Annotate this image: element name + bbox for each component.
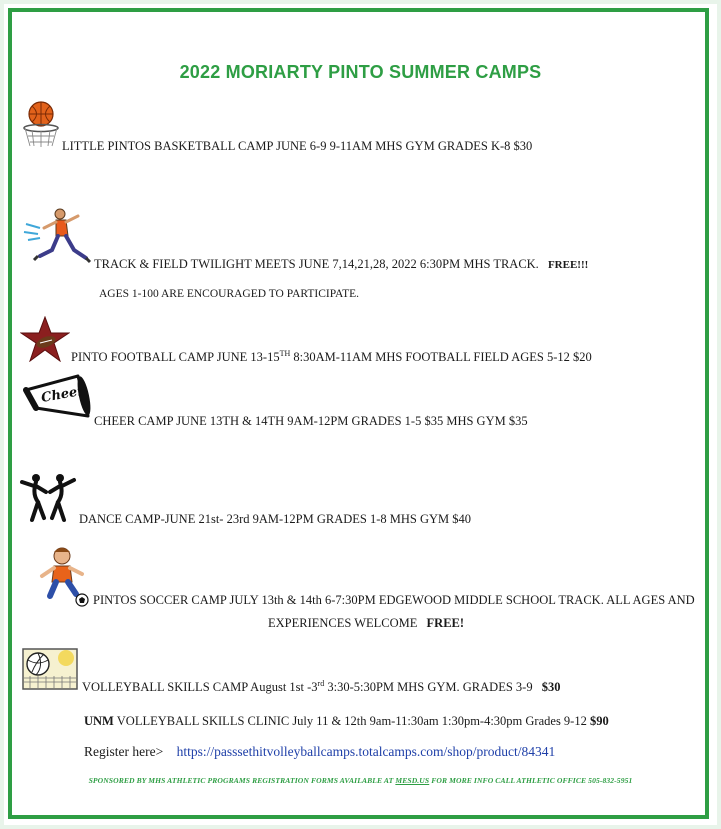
football-sup: TH: [279, 349, 291, 358]
footer-link[interactable]: MESD.US: [395, 776, 430, 785]
footer-text: SPONSORED BY MHS ATHLETIC PROGRAMS REGISTRATION FORMS AVAILABLE AT: [88, 776, 396, 785]
megaphone-icon: [22, 372, 94, 424]
soccer-free-label: FREE!: [426, 616, 465, 630]
unm-clinic-text: [84, 714, 609, 729]
register-link[interactable]: https://passsethitvolleyballcamps.totalcamps.com/shop/product/84341: [176, 744, 556, 759]
page-title: 2022 MORIARTY PINTO SUMMER CAMPS: [179, 62, 542, 82]
footer-contact: FOR MORE INFO CALL ATHLETIC OFFICE 505-832-5951: [429, 776, 633, 785]
dance-camp-text: DANCE CAMP-JUNE 21st- 23rd 9AM-12PM GRADES 1-8 MHS GYM $40: [79, 512, 472, 526]
track-meets-line: TRACK & FIELD TWILIGHT MEETS JUNE 7,14,21,28, 2022 6:30PM MHS TRACK.: [94, 257, 539, 271]
unm-price: $90: [589, 714, 609, 728]
soccer-camp-text-2: [268, 616, 464, 631]
volleyball-price: $30: [541, 680, 561, 695]
volleyball-icon: [22, 648, 78, 690]
soccer-experience-line: EXPERIENCES WELCOME: [268, 616, 418, 630]
soccer-camp-text: PINTOS SOCCER CAMP JULY 13th & 14th 6-7:30PM EDGEWOOD MIDDLE SCHOOL TRACK. ALL AGES AND: [93, 593, 695, 607]
register-label: Register here>: [84, 744, 164, 759]
football-camp-line: PINTO FOOTBALL CAMP JUNE 13-15: [71, 350, 280, 365]
volleyball-sup: rd: [317, 679, 325, 688]
cheer-camp-text: CHEER CAMP JUNE 13TH & 14TH 9AM-12PM GRADES 1-5 $35 MHS GYM $35: [94, 414, 528, 428]
volleyball-camp-details: 3:30-5:30PM MHS GYM. GRADES 3-9: [324, 680, 533, 695]
basketball-hoop-icon: [20, 100, 62, 150]
soccer-player-icon: [36, 546, 92, 608]
register-line: [84, 744, 555, 760]
football-camp-details: 8:30AM-11AM MHS FOOTBALL FIELD AGES 5-12 $20: [290, 350, 592, 365]
volleyball-camp-line: VOLLEYBALL SKILLS CAMP August 1st -3: [82, 680, 318, 695]
runner-icon: [22, 206, 92, 270]
football-camp-text: [71, 349, 592, 365]
sponsor-footer: [0, 776, 721, 785]
basketball-camp-text: LITTLE PINTOS BASKETBALL CAMP JUNE 6-9 9-11AM MHS GYM GRADES K-8 $30: [62, 139, 533, 153]
track-ages-text: AGES 1-100 ARE ENCOURAGED TO PARTICIPATE.: [99, 288, 360, 300]
track-free-label: FREE!!!: [547, 259, 589, 271]
svg-text:Cheer: Cheer: [40, 383, 86, 406]
unm-clinic-details: VOLLEYBALL SKILLS CLINIC July 11 & 12th 9am-11:30am 1:30pm-4:30pm Grades 9-12: [113, 714, 590, 728]
volleyball-camp-text: [82, 679, 560, 695]
track-meets-text: [94, 257, 588, 272]
unm-label: UNM: [84, 714, 114, 728]
star-football-icon: [20, 316, 70, 362]
dancers-icon: [18, 472, 78, 524]
